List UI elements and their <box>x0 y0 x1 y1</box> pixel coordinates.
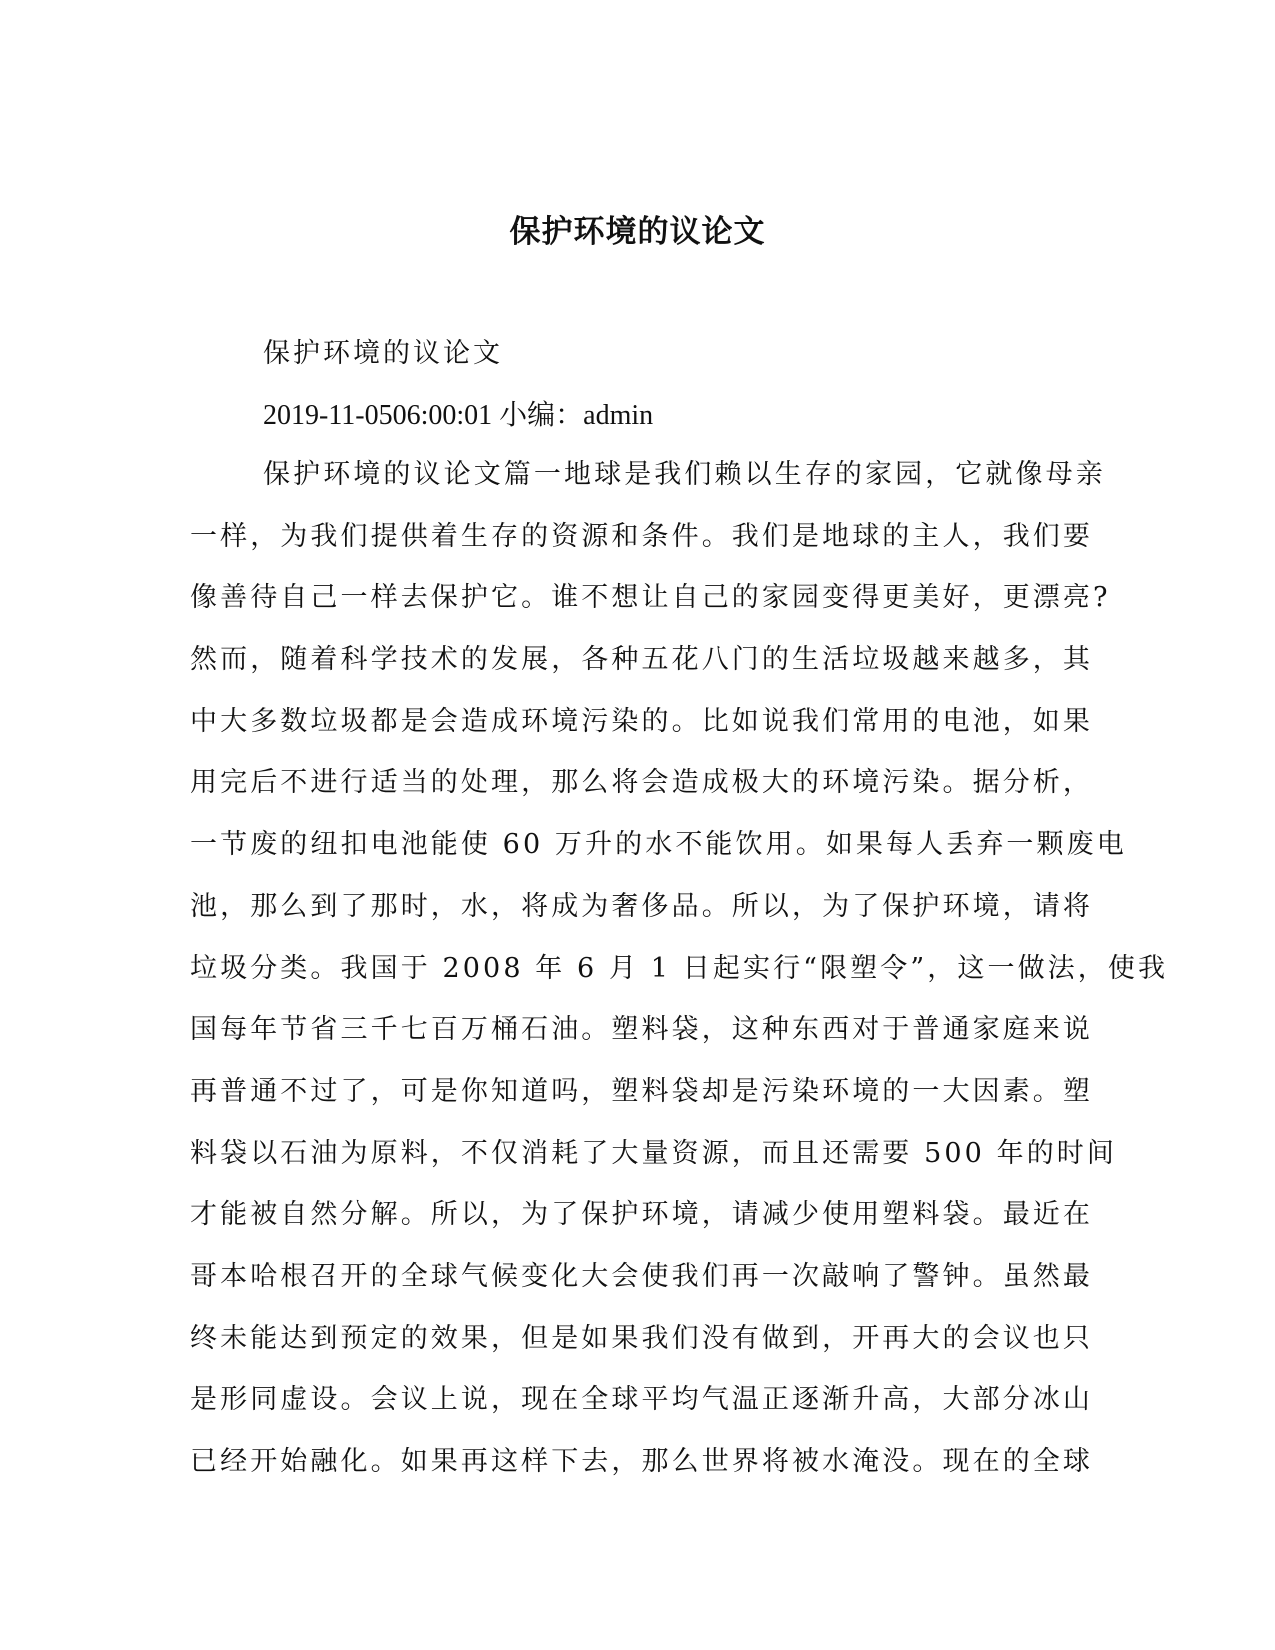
body-line: 料袋以石油为原料，不仅消耗了大量资源，而且还需要 500 年的时间 <box>190 1137 1117 1169</box>
body-line: 垃圾分类。我国于 2008 年 6 月 1 日起实行“限塑令”，这一做法，使我 <box>190 952 1169 984</box>
body-line: 用完后不进行适当的处理，那么将会造成极大的环境污染。据分析， <box>190 767 1093 799</box>
body-line: 一样，为我们提供着生存的资源和条件。我们是地球的主人，我们要 <box>190 520 1093 552</box>
article-subtitle: 保护环境的议论文 <box>263 338 503 369</box>
body-line: 然而，随着科学技术的发展，各种五花八门的生活垃圾越来越多，其 <box>190 644 1093 676</box>
body-line: 一节废的纽扣电池能使 60 万升的水不能饮用。如果每人丢弃一颗废电 <box>190 829 1127 861</box>
body-line: 再普通不过了，可是你知道吗，塑料袋却是污染环境的一大因素。塑 <box>190 1075 1093 1107</box>
body-line: 已经开始融化。如果再这样下去，那么世界将被水淹没。现在的全球 <box>190 1446 1093 1477</box>
body-line: 终未能达到预定的效果，但是如果我们没有做到，开再大的会议也只 <box>190 1322 1093 1354</box>
body-line: 像善待自己一样去保护它。谁不想让自己的家园变得更美好，更漂亮? <box>190 582 1111 614</box>
body-line: 池，那么到了那时，水，将成为奢侈品。所以，为了保护环境，请将 <box>190 890 1093 922</box>
body-line: 才能被自然分解。所以，为了保护环境，请减少使用塑料袋。最近在 <box>190 1199 1093 1231</box>
article-body <box>190 456 1169 1505</box>
body-line: 国每年节省三千七百万桶石油。塑料袋，这种东西对于普通家庭来说 <box>190 1014 1093 1046</box>
article-meta: 2019-11-0506:00:01 小编：admin <box>263 400 654 431</box>
body-line: 哥本哈根召开的全球气候变化大会使我们再一次敲响了警钟。虽然最 <box>190 1260 1093 1292</box>
body-line: 是形同虚设。会议上说，现在全球平均气温正逐渐升高，大部分冰山 <box>190 1384 1093 1416</box>
document-title: 保护环境的议论文 <box>509 214 766 250</box>
body-line: 中大多数垃圾都是会造成环境污染的。比如说我们常用的电池，如果 <box>190 705 1093 737</box>
body-line: 保护环境的议论文篇一地球是我们赖以生存的家园，它就像母亲 <box>263 459 1106 490</box>
